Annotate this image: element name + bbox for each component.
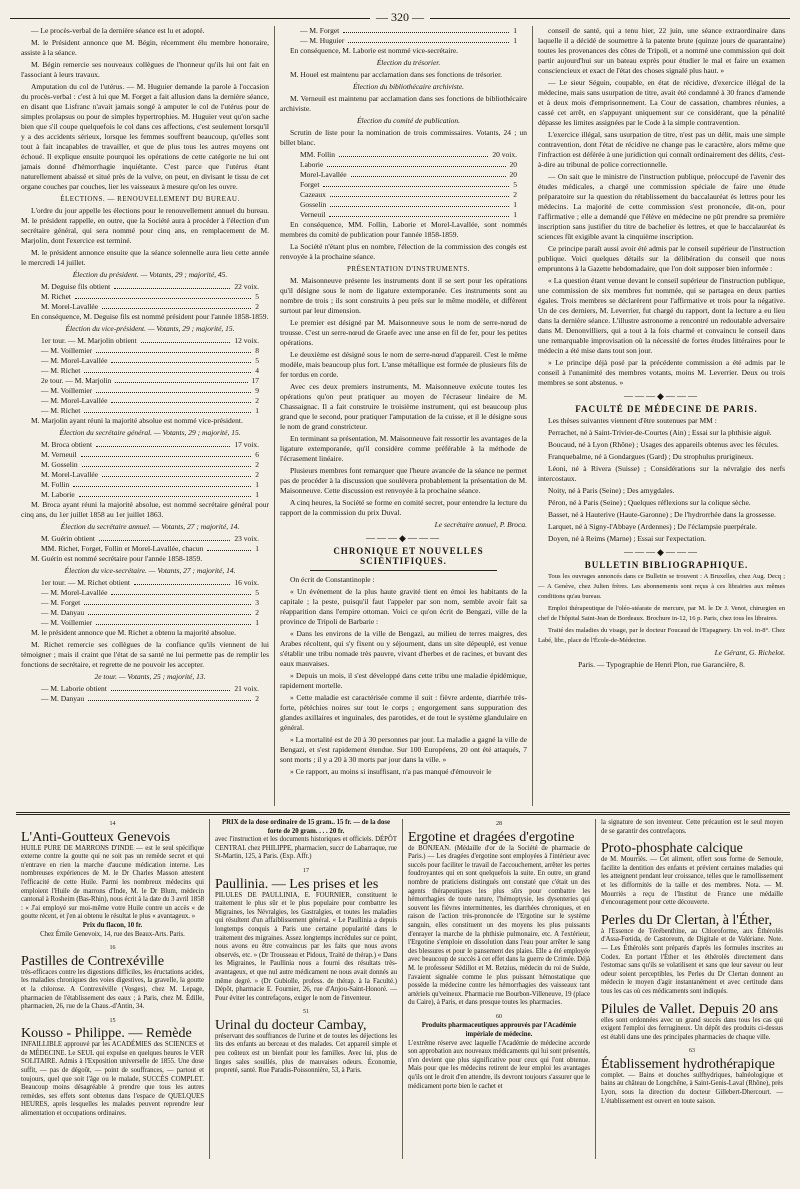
ad-number: 16 (109, 945, 116, 952)
vote-row (21, 450, 269, 460)
paragraph: A cinq heures, la Société se forme en comité secret, pour entendre la lecture du rapport de la commission du prix Duval. (280, 498, 527, 517)
paragraph: M. Guérin est nommé secrétaire pour l'année 1858-1859. (31, 554, 203, 563)
vote-count: 22 voix. (234, 282, 259, 291)
vote-name: MM. Richet, Forget, Follin et Morel-Lavallée, chacun (41, 544, 204, 553)
dot-leader (96, 346, 251, 353)
dot-leader (111, 356, 251, 363)
dot-leader (323, 180, 509, 187)
dot-leader (88, 608, 251, 615)
vote-name: — M. Richet (41, 406, 81, 415)
dot-leader (343, 26, 509, 33)
vote-row (21, 608, 269, 618)
vote-name: — M. Voillemier (41, 618, 93, 627)
ad-column-3 (402, 819, 595, 1159)
vote-name: 2e tour. — M. Marjolin (41, 376, 112, 385)
ad-text: HUILE PURE DE MARRONS D'INDE — est le seul spécifique externe contre la goutte qui ne soit pas un remède secret et qui n'entrave en rien la marche d'aucune médication interne. Les nombreuses expériences de M. le Dr Charles Masson attestent l'efficacité de cette Huile. Parmi les nombreux médecins qui emploient l'Huile de marrons d'Inde, M. le Dr Blum, médecin cantonal à Rosheim (Bas-Rhin), nous écrit à la date du 3 avril 1858 : « J'ai employé sur moi-même votre Huile contre un accès « de goutte récent, et j'en ai obtenu le résultat le plus « avantageux. » (21, 844, 204, 921)
paragraph: conseil de santé, qui a tenu hier, 22 juin, une séance extraordinaire dans laquelle il a décidé de soumettre à la patente brute (quinze jours de quarantaine) toutes les provenances des côtes de Tripoli, et a nommé une commission qui doit partir aujourd'hui sur un bateau exprès pour étudier le mal et faire un examen consciencieux et exact de l'état des choses signalé plus haut. » (538, 26, 785, 75)
ornament-divider: ———◆——— (366, 533, 441, 543)
paragraph: » Cette maladie est caractérisée comme il suit : fièvre ardente, diarrhée très-forte, pétéchies noires sur tout le corps ; engorgement sans suppuration des glandes axillaires et inguinales, des parotides, et de tout le système glandulaire en général. (280, 693, 527, 732)
vote-row (280, 160, 527, 170)
ad-title: Produits pharmaceutiques approuvés par l'Académie impériale de médecine. (421, 1022, 577, 1039)
vote-row (21, 292, 269, 302)
vote-row (21, 598, 269, 608)
paragraph: L'exercice illégal, sans usurpation de titre, n'est pas un délit, mais une simple contravention, dont l'état de récidive ne change pas le caractère, alors même que l'infraction est déférée à une juridiction qui connaît ordinairement des délits, c'est-à-dire au tribunal de police correctionnelle. (538, 130, 785, 169)
ad-text: L'extrême réserve avec laquelle l'Académie de médecine accorde son approbation aux nouveaux médicaments qui lui sont présentés, n'en devient que plus significative pour ceux qui l'ont obtenue. Mais pour que les médecins retirent de leur emploi les avantages qu'ils ont le droit d'en attendre, ils devront toujours s'assurer que le médicament porte bien le cachet et (408, 1039, 590, 1090)
paragraph: Franquebalme, né à Gondargues (Gard) ; Du strophulus prurigineux. (548, 452, 754, 461)
paragraph: « Dans les environs de la ville de Bengazi, au milieu de terres maigres, des Arabes récoltent, qui s'y fixent ou y séjournent, dans un site dépeuplé, est venue s'établir une tribu nomade très pauvre, vivant d'herbes et de racines, et buvant des eaux mauvaises. (280, 629, 527, 668)
vote-count: 21 voix. (234, 684, 259, 693)
paragraph: M. Houel est maintenu par acclamation dans ses fonctions de trésorier. (290, 70, 503, 79)
vote-row (21, 282, 269, 292)
ads-divider (16, 812, 790, 815)
ad-number: 28 (496, 821, 502, 827)
vote-count: 2 (255, 694, 259, 703)
vote-name: — M. Voillemier (41, 346, 93, 355)
paragraph: Léoni, né à Rivera (Suisse) ; Considérations sur la névralgie des nerfs intercostaux. (538, 464, 785, 483)
vote-count: 1 (513, 210, 517, 219)
vote-row (21, 346, 269, 356)
vote-count: 1 (255, 618, 259, 627)
ad-title: Paullinia. — Les prises et les (215, 876, 379, 892)
vote-name: — M. Richet (41, 366, 81, 375)
ad-title: Pastilles de Contrexéville (21, 953, 165, 969)
ad-proto-phosphate (601, 841, 783, 908)
paragraph: Les thèses suivantes viennent d'être soutenues par MM : (548, 416, 717, 425)
paragraph: M. Bégin remercie ses nouveaux collègues de l'honneur qu'ils lui ont fait en l'associant à leurs travaux. (21, 60, 269, 79)
vote-row (21, 480, 269, 490)
vote-row (21, 376, 269, 386)
vote-row (280, 26, 527, 36)
dot-leader (115, 376, 247, 383)
paragraph: On écrit de Constantinople : (290, 575, 375, 584)
ad-number: 51 (303, 1009, 309, 1016)
paragraph: En conséquence, M. Laborie est nommé vice-secrétaire. (290, 46, 459, 55)
ad-address: avec l'instruction et les documents historiques et officiels. DÉPÔT CENTRAL chez PHILIPPE, pharmacien, succr de Labarraque, rue St-Martin, 125, à Paris. (Exp. Affr.) (215, 836, 397, 861)
dot-leader (327, 160, 505, 167)
signature: Le secrétaire annuel, P. Broca. (434, 520, 527, 529)
vote-row (21, 694, 269, 704)
vote-name: Morel-Lavallée (300, 170, 347, 179)
ad-price: PRIX de la dose ordinaire de 15 gram.. 15 fr. — de la dose forte de 20 gram. . . . 20 fr. (221, 819, 391, 835)
vote-name: M. Gosselin (41, 460, 78, 469)
ad-text: de M. Mourriès. — Cet aliment, offert sous forme de Semoule, facilite la dentition des enfants et prévient certaines maladies qui les atteignent pendant leur croissance, telles que le ramollissement et les difformités de la taille et des membres. Nota. — M. Mourriès a reçu de l'Institut de France une médaille d'encouragement pour cette découverte. (601, 856, 783, 907)
vote-row (21, 684, 269, 694)
dot-leader (79, 490, 252, 497)
vote-name: — M. Huguier (300, 36, 345, 45)
vote-name: Cazeaux (300, 190, 326, 199)
paragraph: Avec ces deux premiers instruments, M. Maisonneuve exécute toutes les opérations qu'on peut pratiquer au moyen de l'écraseur linéaire de M. Chassaignac. Il a fait construire le troisième instrument, qui est beaucoup plus grand que le second, pour pratiquer l'amputation de la cuisse, et il le désigne sous le nom de grand constricteur. (280, 382, 527, 431)
paragraph: En conséquence, MM. Follin, Laborie et Morel-Lavallée, sont nommés membres du comité de publication pour l'année 1858-1859. (280, 220, 527, 239)
vote-name: — M. Morel-Lavallée (41, 588, 108, 597)
dot-leader (111, 588, 251, 595)
dot-leader (111, 684, 231, 691)
paragraph: Ce principe paraît aussi avoir été admis par le conseil supérieur de l'instruction publique. Voici quelques détails sur la délibération du conseil que nous empruntons à la Gazette hebdomadaire, que l'on doit supposer bien informée : (538, 244, 785, 273)
gerant-line: Le Gérant, G. Richelot. (714, 648, 785, 657)
paragraph: M. le président annonce ensuite que la séance solennelle aura lieu cette année le mercredi 14 juillet. (21, 248, 269, 267)
ad-title: Perles du Dr Clertan, à l'Éther, (601, 912, 773, 928)
ad-text: complet. — Bains et douches sulfhydriques, balnéologique et bains au château de Longchêne, à Saint-Genis-Laval (Rhône), près Lyon, sous la direction du docteur Gillebert-Dhercourt. — L'établissement est ouvert en toute saison. (601, 1071, 783, 1105)
ornament-divider: ———◆——— (624, 391, 699, 401)
election-heading: Élection du trésorier. (376, 58, 441, 67)
dot-leader (73, 480, 251, 487)
vote-count: 2 (513, 190, 517, 199)
ad-title: Urinal du docteur Cambay, (215, 1017, 367, 1033)
vote-count: 2 (255, 302, 259, 311)
vote-name: M. Follin (41, 480, 70, 489)
paragraph: » Ce rapport, au moins si insuffisant, n'a pas manqué d'émouvoir le (290, 767, 492, 776)
paragraph: — Le procès-verbal de la dernière séance est lu et adopté. (31, 26, 205, 35)
paragraph: Traité des maladies du visage, par le docteur Foucaud de l'Espagnery. Un vol. in-8°. Chez Labé, libr., place de l'École-de-Médecine. (538, 627, 785, 644)
paragraph: Doyen, né à Reims (Marne) ; Essai sur l'expectation. (548, 534, 706, 543)
paragraph: Noity, né à Paris (Seine) ; Des amygdales. (548, 486, 675, 495)
dot-leader (102, 470, 251, 477)
ad-contrexeville (21, 944, 204, 1012)
ad-perles-clertan (601, 913, 783, 997)
dot-leader (75, 292, 251, 299)
paragraph: M. Marjolin ayant réuni la majorité absolue est nommé vice-président. (31, 416, 243, 425)
vote-count: 1 (255, 490, 259, 499)
ad-title: Proto-phosphate calcique (601, 841, 743, 857)
dot-leader (111, 396, 251, 403)
ad-ergotine (408, 820, 590, 1008)
election-heading: Élection du vice-secrétaire. — Votants, 27 ; majorité, 14. (64, 566, 236, 575)
ad-produits-cont (601, 819, 783, 836)
paragraph: » Le principe déjà posé par la précédente commission a été admis par le conseil à l'unanimité des membres votants, moins M. Leverrier. Deux ou trois membres se sont abstenus. » (538, 358, 785, 387)
vote-name: — M. Morel-Lavallée (41, 356, 108, 365)
vote-name: 1er tour. — M. Richet obtient (41, 578, 130, 587)
vote-count: 1 (513, 26, 517, 35)
vote-name: — M. Danyau (41, 608, 85, 617)
election-heading: Élection du vice-président. — Votants, 29 ; majorité, 15. (65, 324, 235, 333)
ad-text: elles sont ordonnées avec un grand succès dans tous les cas qui exigent l'emploi des ferrugineux. Un dépôt des produits ci-dessus est établi dans une des principales pharmacies de chaque ville. (601, 1016, 783, 1041)
vote-row (280, 170, 527, 180)
ad-text: de BONJEAN. (Médaille d'or de la Société de pharmacie de Paris.) — Les dragées d'ergotine sont employées à l'intérieur avec succès pour faciliter le travail de l'accouchement, arrêter les pertes foudroyantes qui en sont quelquefois la suite. En outre, un grand nombre de praticiens distingués ont constaté que c'était un des agents thérapeutiques les plus sûrs pour combattre les hémorrhagies de toute nature, l'hémoptysie, les dysenteries qui souvent les fièvres intermittentes, les diarrhées chroniques, et en raison de l'action très-prononcée de l'Ergotine sur le système sanguin, elles constituent un des moyens les plus puissants d'enrayer la marche de la phthisie pulmonaire, etc. A l'extérieur, l'Ergotine s'emploie en dissolution dans l'eau pour arrêter le sang des blessures et pour le pansement des plaies. Elle a été employée avec beaucoup de succès à cet effet dans la guerre de Crimée. Déjà M. le professeur Sédillot et M. Retzius, médecin du roi de Suède, l'avaient signalée comme le plus puissant hémostatique que possède la médecine contre les hémorrhagies des vaisseaux tant artériels qu'veineux. Pharmacie rue Bourbon-Villeneuve, 19 (place du Caire), à Paris, et dans presque toutes les pharmacies. (408, 844, 590, 1007)
paragraph: M. Maisonneuve présente les instruments dont il se sert pour les opérations qu'il désigne sous le nom de ligature extemporanée. Ces instruments sont au nombre de trois ; ils sont construits à peu près sur le même modèle, et diffèrent surtout par leur dimension. (280, 276, 527, 315)
section-heading: CHRONIQUE ET NOUVELLES SCIENTIFIQUES. (333, 546, 484, 566)
vote-row (21, 618, 269, 628)
paragraph: M. Verneuil est maintenu par acclamation dans ses fonctions de bibliothécaire archiviste. (280, 94, 527, 113)
paragraph: L'ordre du jour appelle les élections pour le renouvellement annuel du bureau. M. le président rappelle, en outre, que la Société aura à procéder à l'élection d'un secrétaire général, qui sera nommé pour cinq ans, en remplacement de M. Marjolin, dont l'exercice est terminé. (21, 206, 269, 245)
ad-number: 63 (689, 1048, 695, 1055)
ad-number: 60 (496, 1013, 502, 1020)
vote-name: MM. Follin (300, 150, 336, 159)
paragraph: Le deuxième est désigné sous le nom de serre-nœud d'appareil. C'est le même modèle, mais beaucoup plus fort. L'anse métallique est formée de plusieurs fils de fer tordus en corde. (280, 350, 527, 379)
vote-count: 5 (255, 292, 259, 301)
section-heading: FACULTÉ DE MÉDECINE DE PARIS. (575, 404, 758, 414)
ad-text: la signature de son inventeur. Cette précaution est le seul moyen de se garantir des contrefaçons. (601, 819, 783, 835)
dot-leader (81, 450, 252, 457)
paragraph: Péron, né à Paris (Seine) ; Quelques réflexions sur la colique sèche. (548, 498, 751, 507)
vote-row (21, 470, 269, 480)
dot-leader (351, 170, 506, 177)
vote-name: 1er tour. — M. Marjolin obtient (41, 336, 137, 345)
vote-count: 9 (255, 386, 259, 395)
vote-count: 5 (255, 356, 259, 365)
vote-row (280, 190, 527, 200)
dot-leader (96, 440, 230, 447)
paragraph: M. le Président annonce que M. Bégin, récemment élu membre honoraire, assiste à la séance. (21, 38, 269, 57)
vote-count: 2 (255, 608, 259, 617)
vote-row (21, 534, 269, 544)
dot-leader (207, 544, 251, 551)
ad-column-1 (16, 819, 209, 1159)
paragraph: La Société n'étant plus en nombre, l'élection de la commission des congés est renvoyée à la prochaine séance. (280, 242, 527, 261)
vote-row (21, 544, 269, 554)
dot-leader (114, 282, 230, 289)
dot-leader (330, 200, 509, 207)
dot-leader (141, 336, 231, 343)
ad-text: INFAILLIBLE approuvé par les ACADÉMIES des SCIENCES et de MÉDECINE. Le SEUL qui expulse en quelques heures le VER SOLITAIRE. Admis à l'Exposition universelle de 1855. Une dose suffit, — pas de dégoût, — point de souffrances, — partout et toujours, quel que soit l'âge ou le malade, SUCCÈS COMPLET. Beaucoup moins désagréable à prendre que tous les autres remèdes, ses effets sont obtenus dans l'espace de QUELQUES HEURES, après lesquelles les malades peuvent reprendre leur alimentation et occupations ordinaires. (21, 1041, 204, 1118)
vote-list (21, 578, 269, 628)
ad-title: Ergotine et dragées d'ergotine (408, 829, 575, 845)
vote-count: 1 (255, 406, 259, 415)
ad-hydrotherapique (601, 1047, 783, 1106)
paragraph: Larquet, né à Signy-l'Abbaye (Ardennes) ; De l'éclampsie puerpérale. (548, 522, 757, 531)
vote-row (21, 366, 269, 376)
vote-count: 20 (509, 170, 517, 179)
vote-row (21, 302, 269, 312)
ad-kousso (21, 1017, 204, 1119)
vote-name: — M. Forget (300, 26, 340, 35)
vote-name: M. Morel-Lavallée (41, 470, 99, 479)
election-heading: Élection du comité de publication. (356, 116, 461, 125)
vote-list (280, 26, 527, 46)
election-heading: 2e tour. — Votants, 25 ; majorité, 13. (94, 672, 206, 681)
vote-count: 6 (255, 450, 259, 459)
paragraph: Perrachet, né à Saint-Trivier-de-Courtes (Ain) ; Essai sur la phthisie aiguë. (548, 428, 772, 437)
vote-row (21, 336, 269, 346)
vote-name: — M. Forget (41, 598, 81, 607)
ad-number: 14 (109, 821, 116, 827)
printer-line: Paris. — Typographie de Henri Plon, rue Garancière, 8. (578, 660, 745, 669)
vote-list (21, 336, 269, 416)
vote-name: — M. Voillemier (41, 386, 93, 395)
vote-count: 1 (255, 544, 259, 553)
ad-title: Pilules de Vallet. Depuis 20 ans (601, 1001, 779, 1017)
paragraph: Plusieurs membres font remarquer que l'heure avancée de la séance ne permet pas de procéder à la discussion que soulèvera probablement la présentation de M. Maisonneuve. Cette discussion est renvoyée à la prochaine séance. (280, 466, 527, 495)
ad-title: Kousso - Philippe. — Remède (21, 1026, 192, 1042)
vote-count: 8 (255, 346, 259, 355)
column-2 (274, 26, 532, 806)
dot-leader (134, 578, 230, 585)
dot-leader (84, 366, 251, 373)
vote-list (21, 684, 269, 704)
vote-count: 1 (513, 36, 517, 45)
ad-pilules-vallet (601, 1002, 783, 1043)
paragraph: M. Richet remercie ses collègues de la confiance qu'ils viennent de lui témoigner ; mais il craint que l'état de sa santé ne lui permette pas de remplir les fonctions de secrétaire, et regrette de ne pouvoir les accepter. (21, 640, 269, 669)
vote-list (21, 534, 269, 554)
ad-title: L'Anti-Goutteux Genevois (21, 829, 171, 845)
vote-row (21, 406, 269, 416)
dot-leader (330, 190, 509, 197)
vote-name: Gosselin (300, 200, 327, 209)
vote-row (21, 588, 269, 598)
vote-count: 5 (513, 180, 517, 189)
main-columns (16, 26, 790, 806)
vote-count: 4 (255, 366, 259, 375)
ad-urinal (215, 1008, 397, 1076)
dot-leader (84, 598, 251, 605)
vote-row (21, 460, 269, 470)
vote-row (21, 386, 269, 396)
vote-row (280, 200, 527, 210)
vote-count: 16 voix. (234, 578, 259, 587)
page-number: — 320 — (0, 10, 800, 25)
vote-list (21, 440, 269, 500)
dot-leader (348, 36, 509, 43)
vote-name: — M. Danyau (41, 694, 85, 703)
paragraph: Amputation du col de l'utérus. — M. Huguier demande la parole à l'occasion du procès-verbal : c'est à lui que M. Forget a fait allusion dans la dernière séance, en disant que Lisfranc n'avait jamais songé à amputer le col de l'utérus pour de simples prolapsus ou pour de simples hypertrophies. M. Huguier veut qu'on sache bien que s'il coupe quelquefois le col dans ces affections, c'est seulement lorsqu'il y a des accidents sérieux, lorsque les femmes souffrent beaucoup, qu'elles sont tout à fait incapables de travailler, et que de plus tous les autres moyens ont échoué. Il explique ensuite pourquoi les opérations de cette catégorie ne lui ont jamais donné d'hémorrhagie inquiétante. C'est parce que l'utérus étant naturellement abaissé et situé près de la vulve, on peut, en divisant le tissu de cet organe couches par couches, lier les vaisseaux à mesure qu'on les ouvre. (21, 82, 269, 191)
paragraph: Tous les ouvrages annoncés dans ce Bulletin se trouvent : A Bruxelles, chez Aug. Decq ; — A Genève, chez Julien frères. Les abonnements sont reçus à ces librairies aux mêmes conditions qu'au bureau. (538, 573, 785, 600)
column-3 (532, 26, 790, 806)
ornament-divider: ———◆——— (624, 547, 699, 557)
section-heading: BULLETIN BIBLIOGRAPHIQUE. (584, 560, 749, 570)
dot-leader (96, 386, 251, 393)
paragraph: Emploi thérapeutique de l'oléo-stéarate de mercure, par M. le Dr J. Venot, chirurgien en chef de l'hôpital Saint-Jean de Bordeaux. Brochure in-12, 16 p. Paris, chez tous les libraires. (538, 605, 785, 622)
vote-count: 12 voix. (234, 336, 259, 345)
paragraph: « La question étant venue devant le conseil supérieur de l'instruction publique, une commission de six membres fut nommée, qui se partagea en deux parties égales. Trois membres se déclarèrent pour l'affirmative et trois pour la négative. Un de ces derniers, M. Leverrier, fut chargé du rapport, dont la lecture a eu lieu dans la dernière séance. L'illustre astronome a rencontré un redoutable adversaire dans M. Denonvilliers, qui a tout à la fois charmé et convaincu le conseil dans une remarquable improvisation où la nécessité de fortes études littéraires pour le médecin a été mise dans tout son jour. (538, 276, 785, 355)
ad-anti-goutteux (21, 820, 204, 939)
vote-row (21, 490, 269, 500)
vote-row (21, 440, 269, 450)
vote-name: — M. Morel-Lavallée (41, 396, 108, 405)
ad-number: 15 (109, 1017, 116, 1024)
vote-name: M. Morel-Lavallée (41, 302, 99, 311)
vote-count: 20 (509, 160, 517, 169)
vote-count: 3 (255, 598, 259, 607)
vote-count: 20 voix. (492, 150, 517, 159)
ad-column-2 (209, 819, 402, 1159)
ad-price: Prix du flacon, 10 fr. (82, 921, 143, 929)
ad-text: préservant des souffrances de l'urine et de toutes les déjections les lits des enfants au berceau et des malades. Cet appareil simple et peu coûteux est un bienfait pour les familles. Avec lui, plus de linges sales souillés, plus de mauvaises odeurs. Économie, propreté, santé. Rue Paradis-Poissonnière, 53, à Paris. (215, 1032, 397, 1075)
vote-row (280, 180, 527, 190)
vote-count: 1 (513, 200, 517, 209)
vote-count: 2 (255, 460, 259, 469)
dot-leader (84, 406, 251, 413)
ad-text: très-efficaces contre les digestions difficiles, les éructations acides, les maladies chroniques des voies digestives, la gravelle, la goutte et la chlorose. A Contrexéville (Vosges), chez M. Lepage, pharmacien de l'établissement des eaux ; à Paris, chez M. Ëdille, pharmacien, 26, rue de la Chaus.-d'Antin, 34. (21, 968, 204, 1011)
section-heading: ÉLECTIONS. — RENOUVELLEMENT DU BUREAU. (60, 195, 240, 203)
vote-name: Verneuil (300, 210, 326, 219)
vote-name: M. Deguise fils obtient (41, 282, 111, 291)
ad-address: Chez Émile Genevoix, 14, rue des Beaux-Arts. Paris. (40, 930, 185, 938)
ad-title: Établissement hydrothérapique (601, 1056, 775, 1072)
vote-count: 1 (255, 480, 259, 489)
paragraph: — On sait que le ministre de l'instruction publique, préoccupé de l'avenir des études médicales, a chargé une commission spéciale de faire une étude préparatoire sur la question du rétablissement du baccalauréat ès lettres pour les médecins. La majorité de cette commission s'est prononcée, dit-on, pour l'affirmative ; elle a demandé que l'élève en médecine ne pût prendre sa première inscription sans justifier du titre de bachelier ès lettres, et que le baccalauréat ès sciences fût exigible avant la cinquième inscription. (538, 172, 785, 241)
vote-row (280, 36, 527, 46)
vote-count: 2 (255, 396, 259, 405)
vote-count: 23 voix. (234, 534, 259, 543)
election-heading: Élection du président. — Votants, 29 ; majorité, 45. (72, 270, 228, 279)
dot-leader (96, 618, 251, 625)
ad-number: 17 (303, 867, 309, 874)
section-heading: PRÉSENTATION D'INSTRUMENTS. (346, 265, 471, 273)
ad-produits (408, 1013, 590, 1091)
vote-row (280, 150, 527, 160)
paragraph: M. Broca ayant réuni la majorité absolue, est nommé secrétaire général pour cinq ans, du 1er juillet 1858 au 1er juillet 1863. (21, 500, 269, 519)
vote-name: M. Guérin obtient (41, 534, 95, 543)
paragraph: » Depuis un mois, il s'est développé dans cette tribu une maladie épidémique, rapidement mortelle. (280, 671, 527, 690)
vote-row (280, 210, 527, 220)
vote-list (280, 150, 527, 220)
paragraph: Basset, né à Hauterive (Haute-Garonne) ; De l'hydrorrhée dans la grossesse. (548, 510, 776, 519)
vote-count: 17 (251, 376, 259, 385)
election-heading: Élection du secrétaire général. — Votants, 29 ; majorité, 15. (59, 428, 241, 437)
dot-leader (102, 302, 251, 309)
paragraph: — Le sieur Séguin, coupable, en état de récidive, d'exercice illégal de la médecine, mais sans usurpation de titre, avait été condamné à 30 francs d'amende et à deux mois d'emprisonnement. La Cour de cassation, chambres réunies, a cassé cet arrêt, en s'appuyant uniquement sur ce considérant, que la pénalité dépasse les limites assignées par le Code à la simple contravention. (538, 78, 785, 127)
dot-leader (99, 534, 230, 541)
paragraph: En conséquence, M. Deguise fils est nommé président pour l'année 1858-1859. (31, 312, 269, 321)
vote-name: Laborie (300, 160, 324, 169)
election-heading: Élection du bibliothécaire archiviste. (352, 82, 465, 91)
vote-name: M. Laborie (41, 490, 75, 499)
divider (310, 570, 497, 571)
paragraph: Le premier est désigné par M. Maisonneuve sous le nom de serre-nœud de trousse. C'est un serre-nœud de Graefe avec une anse en fil de fer, pour les petites opérations. (280, 318, 527, 347)
vote-count: 17 voix. (234, 440, 259, 449)
vote-count: 5 (255, 588, 259, 597)
vote-name: — M. Laborie obtient (41, 684, 107, 693)
paragraph: » La mortalité est de 20 à 30 personnes par jour. La maladie a gagné la ville de Bengazi, et s'est rapidement étendue. Sur 100 Européens, 20 ont été attaqués, 7 sont morts ; il y a 20 à 30 morts par jour dans la ville. » (280, 735, 527, 764)
paragraph: « Un événement de la plus haute gravité tient en émoi les habitants de la capitale ; la peste, puisqu'il faut l'appeler par son nom, semble avoir fait sa réapparition dans l'empire ottoman. Voici ce qu'on écrit de Bengazi, ville de la province de Tripoli de Barbarie : (280, 587, 527, 626)
dot-leader (82, 460, 252, 467)
ad-text: à l'Essence de Térébenthine, au Chloroforme, aux Éthérolés d'Assa-Fœtida, de Castoreum, de Digitale et de Valériane. Note. — Les Éthérolés sont préparés d'après les formules inscrites au Codex. En portant l'Éther et les éthérolés directement dans l'estomac sans qu'ils se volatilisent et sans que leur saveur ou leur odeur soient perceptibles, les Perles du Dr Clertan donnent au médecin le moyen d'agir instantanément et avec certitude dans tous les cas où ces médicaments sont indiqués. (601, 927, 783, 995)
paragraph: M. le président annonce que M. Richet a obtenu la majorité absolue. (31, 628, 236, 637)
paragraph: Scrutin de liste pour la nomination de trois commissaires. Votants, 24 ; un billet blanc. (280, 128, 527, 147)
advertisements (16, 819, 790, 1159)
dot-leader (329, 210, 509, 217)
vote-row (21, 578, 269, 588)
vote-name: Forget (300, 180, 320, 189)
ad-column-4 (595, 819, 788, 1159)
ad-kousso-cont (215, 819, 397, 862)
vote-count: 2 (255, 470, 259, 479)
vote-row (21, 396, 269, 406)
ad-paullinia (215, 867, 397, 1003)
vote-name: M. Verneuil (41, 450, 77, 459)
election-heading: Élection du secrétaire annuel. — Votants, 27 ; majorité, 14. (60, 522, 240, 531)
vote-list (21, 282, 269, 312)
vote-name: M. Broca obtient (41, 440, 93, 449)
dot-leader (339, 150, 488, 157)
vote-name: M. Richet (41, 292, 71, 301)
paragraph: Boucaud, né à Lyon (Rhône) ; Usages des appareils obtenus avec les fécules. (548, 440, 779, 449)
column-1 (16, 26, 274, 806)
ad-text: PILULES DE PAULLINIA, E. FOURNIER, constituent le traitement le plus sûr et le plus populaire pour combattre les Migraines, les Névralgies, les Gastralgies, et toutes les maladies qui résultent d'un affaiblissement général. « Le Paullinia a depuis longtemps conquis à Paris une certaine popularité dans le traitement des migraines. Assez longtemps incrédules sur ce point, nous avons eu être convaincus par les faits que nous avons observés, etc. » (Dr Trousseau et Pidoux, Traité de thérap.) « Dans les Migraines, le Paullinia nous a fourni des résultats très-avantageux, et que nul autre médicament ne nous avait donnés au même degré. » (Dr Gubiolle, profess. de thérap. à la Faculté.) Dépôt, pharmacie E. Fournier, 26, rue d'Anjou-Saint-Honoré. — Pour éviter les contrefaçons, exiger le nom de l'inventeur. (215, 891, 397, 1002)
vote-row (21, 356, 269, 366)
paragraph: En terminant sa présentation, M. Maisonneuve fait ressortir les avantages de la ligature extemporanée, qu'il considère comme préférable à la méthode de l'écrasement linéaire. (280, 434, 527, 463)
dot-leader (88, 694, 251, 701)
